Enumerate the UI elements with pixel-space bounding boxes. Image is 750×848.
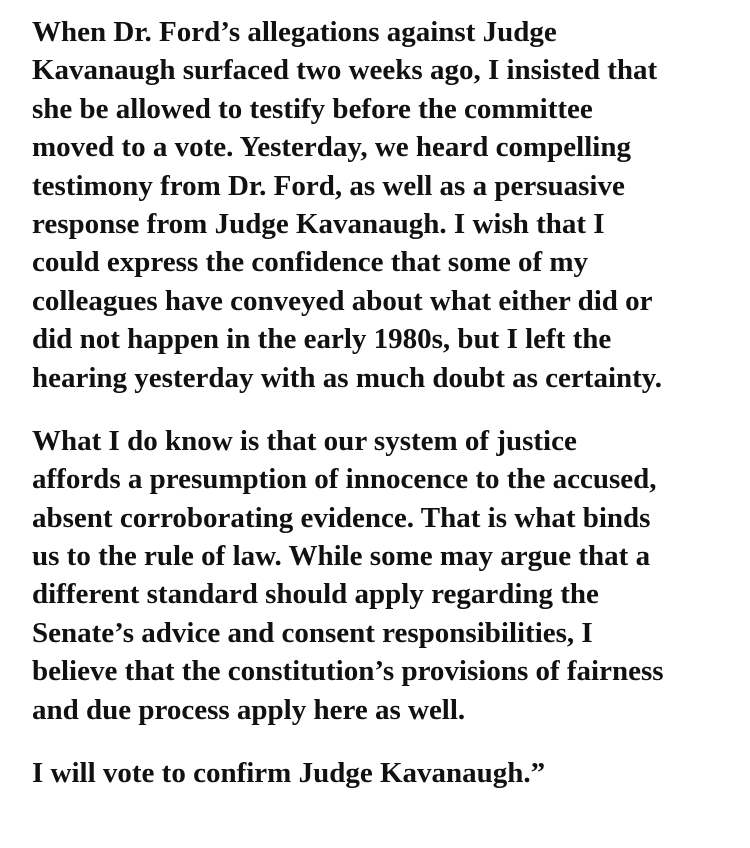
text-line: When Dr. Ford’s allegations against Judge <box>32 16 557 48</box>
text-line: she be allowed to testify before the committee <box>32 92 593 125</box>
text-line: hearing yesterday with as much doubt as certainty. <box>32 361 662 394</box>
paragraph-2 <box>32 422 732 729</box>
text-line: Senate’s advice and consent responsibilities, I <box>32 616 593 649</box>
text-line: believe that the constitution’s provisions of fairness <box>32 655 664 688</box>
paragraph-1 <box>32 13 732 397</box>
text-line: us to the rule of law. While some may argue that a <box>32 540 651 573</box>
text-line: could express the confidence that some of my <box>32 246 589 279</box>
text-line: affords a presumption of innocence to the accused, <box>32 463 657 496</box>
text-line: I will vote to confirm Judge Kavanaugh.” <box>32 757 546 790</box>
text-line: different standard should apply regarding the <box>32 578 599 611</box>
text-line: colleagues have conveyed about what either did or <box>32 284 653 317</box>
text-line: What I do know is that our system of justice <box>32 424 577 457</box>
text-line: moved to a vote. Yesterday, we heard compelling <box>32 131 631 164</box>
text-line: response from Judge Kavanaugh. I wish that I <box>32 207 605 240</box>
paragraph-3 <box>32 754 732 792</box>
text-line: and due process apply here as well. <box>32 693 466 726</box>
text-line: did not happen in the early 1980s, but I left the <box>32 323 612 356</box>
text-line: testimony from Dr. Ford, as well as a persuasive <box>32 169 625 202</box>
text-line: absent corroborating evidence. That is what binds <box>32 501 651 534</box>
text-line: Kavanaugh surfaced two weeks ago, I insisted that <box>32 54 658 87</box>
statement-text <box>32 13 732 792</box>
